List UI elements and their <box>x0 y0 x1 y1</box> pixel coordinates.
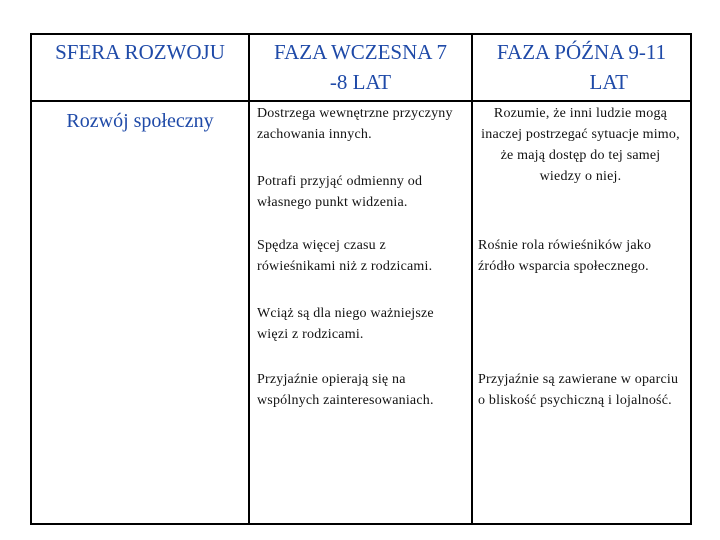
column-divider-2 <box>471 35 473 523</box>
early-item-3: Spędza więcej czasu z rówieśnikami niż z rodzicami. <box>257 238 433 274</box>
early-item-1: Dostrzega wewnętrzne przyczyny zachowania innych. <box>257 106 453 142</box>
row-label-rozwoj-spoleczny: Rozwój społeczny <box>66 110 214 132</box>
header-sfera-rozwoju: SFERA ROZWOJU <box>55 40 225 64</box>
header-faza-pozna-line1: FAZA PÓŹNA 9-11 <box>496 40 667 64</box>
header-faza-wczesna-line1: FAZA WCZESNA 7 <box>273 40 448 64</box>
header-faza-pozna-line2: LAT <box>589 70 628 94</box>
early-item-2: Potrafi przyjąć odmienny od własnego punkt widzenia. <box>257 174 423 210</box>
development-table <box>30 33 692 525</box>
late-item-1: Rozumie, że inni ludzie mogą inaczej postrzegać sytuacje mimo, że mają dostęp do tej samej wiedzy o niej. <box>481 106 680 184</box>
header-faza-wczesna-line2: -8 LAT <box>329 70 392 94</box>
column-divider-1 <box>248 35 250 523</box>
early-item-5: Przyjaźnie opierają się na wspólnych zainteresowaniach. <box>257 372 434 408</box>
early-item-4: Wciąż są dla niego ważniejsze więzi z rodzicami. <box>257 306 434 342</box>
header-divider <box>32 100 690 102</box>
late-item-3: Przyjaźnie są zawierane w oparciu o bliskość psychiczną i lojalność. <box>478 372 679 408</box>
late-item-2: Rośnie rola rówieśników jako źródło wsparcia społecznego. <box>478 238 652 274</box>
